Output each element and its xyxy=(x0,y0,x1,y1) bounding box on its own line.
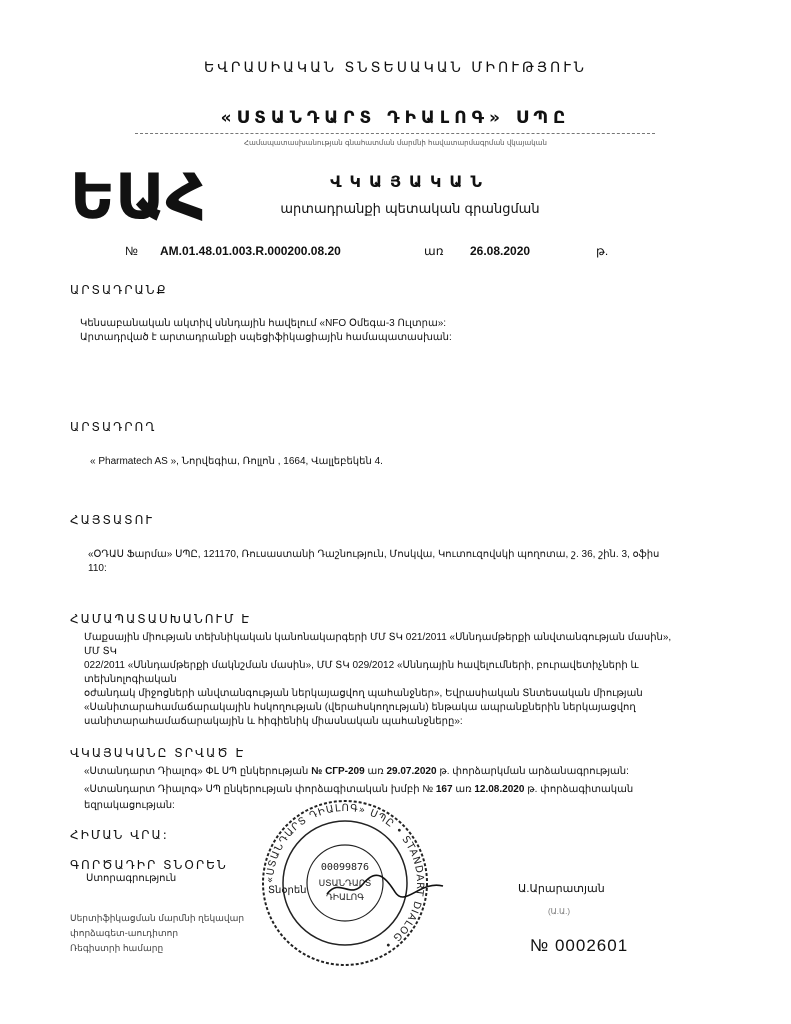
document-subtitle: արտադրանքի պետական գրանցման xyxy=(280,202,540,217)
from-label: առ xyxy=(424,244,444,258)
issued-line-3: եզրակացության: xyxy=(84,800,175,811)
issued-line-2-a: «Ստանդարտ Դիալոգ» ՍՊ ընկերության փորձագիտական խմբի № xyxy=(84,784,434,795)
issued-label: ՎԿԱՅԱԿԱՆԸ ՏՐՎԱԾ Է xyxy=(70,746,246,760)
document-title: ՎԿԱՅԱԿԱՆ xyxy=(330,172,490,191)
issued-line-1-c: թ. փորձարկման արձանագրության: xyxy=(439,766,629,777)
issued-line-1-b: առ xyxy=(367,766,384,777)
conformity-label: ՀԱՄԱՊԱՏԱՍԽԱՆՈՒՄ Է xyxy=(70,612,251,626)
header-divider xyxy=(135,133,655,134)
issued-test-ref: № СГР-209 xyxy=(311,766,365,777)
conformity-line: օժանդակ միջոցների անվտանգության ներկայացվող պահանջներ», Եվրասիական Տնտեսական միության xyxy=(84,688,643,699)
applicant-line-2: 110: xyxy=(88,563,107,574)
year-suffix: թ. xyxy=(596,244,609,258)
certificate-number: AM.01.48.01.003.R.000200.08.20 xyxy=(160,244,341,258)
director-label: ԳՈՐԾԱԴԻՐ ՏՆՕՐԵՆ xyxy=(70,858,228,872)
applicant-line-1: «ՕԴԱՍ Ֆարմա» ՍՊԸ, 121170, Ռուսաստանի Դաշնություն, Մոսկվա, Կուտուզովսկի պողոտա, շ. 36, շին. 3, օֆիս xyxy=(88,549,660,560)
footer-line-2: փորձագետ-աուդիտոր xyxy=(70,928,179,938)
issued-test-date: 29.07.2020 xyxy=(386,766,437,777)
conformity-line: 022/2011 «Սննդամթերքի մակնշման մասին», ՄՄ ՏԿ 029/2012 «Սննդային հավելումների, բուրավետիչների և տեխնոլոգիական xyxy=(84,660,639,685)
seal-number: 00099876 xyxy=(320,862,370,873)
ministry-header: ԵՎՐԱՍԻԱԿԱՆ ՏՆՏԵՍԱԿԱՆ ՄԻՈՒԹՅՈՒՆ xyxy=(203,60,588,76)
organization-name: «ՍՏԱՆԴԱՐՏ ԴԻԱԼՈԳ» ՍՊԸ xyxy=(220,108,571,128)
issued-line-2-b: առ xyxy=(455,784,472,795)
manufacturer-text: « Pharmatech AS », Նորվեգիա, Ռոլլոն , 1664, Վալլեբեկեն 4. xyxy=(90,456,383,467)
applicant-label: ՀԱՅՏԱՏՈՒ xyxy=(70,513,154,527)
product-line-2: Արտադրված է արտադրանքի սպեցիֆիկացիային համապատասխան: xyxy=(80,332,452,343)
signature-icon xyxy=(325,872,445,902)
conformity-line: սանիտարահամաճարակային և հիգիենիկ միասնական պահանջները»: xyxy=(84,716,463,727)
eac-logo-icon xyxy=(70,158,206,233)
product-label: ԱՐՏԱԴՐԱՆՔ xyxy=(70,283,168,297)
logo-text: ԵԱՀ xyxy=(70,160,206,233)
seal-inner-line-1: ՍՏԱՆԴԱՐՏ xyxy=(318,879,372,889)
manufacturer-label: ԱՐՏԱԴՐՈՂ xyxy=(70,420,157,434)
footer-line-1: Սերտիֆիկացման մարմնի ղեկավար xyxy=(70,913,245,923)
seal-inner-line-2: ԴԻԱԼՈԳ xyxy=(325,893,365,903)
footer-line-3: Ռեգիստրի համարը xyxy=(70,943,164,953)
serial-number: № 0002601 xyxy=(530,936,629,955)
seal-outer-text: «ՍՏԱՆԴԱՐՏ ԴԻԱԼՈԳ» ՍՊԸ • STANDART DIALOG • xyxy=(264,802,426,951)
director-initials: (Ա.Ա.) xyxy=(548,907,571,916)
issued-line-1 xyxy=(84,765,629,779)
number-label: № xyxy=(125,244,138,258)
issued-line-1-a: «Ստանդարտ Դիալոգ» ՓԼ ՍՊ ընկերության xyxy=(84,766,309,777)
certificate-date: 26.08.2020 xyxy=(470,244,531,258)
issued-line-2 xyxy=(84,783,633,797)
director-title: Տնօրեն xyxy=(268,885,307,896)
director-name: Ա.Արարատյան xyxy=(518,883,605,895)
conformity-line: «Սանիտարահամաճարակային հսկողության (վերահսկողության) ենթակա ապրանքներին ներկայացվող xyxy=(84,702,636,713)
product-line-1: Կենսաբանական ակտիվ սննդային հավելում «NFO Օմեգա-3 Ուլտրա»: xyxy=(80,318,447,329)
conformity-line: Մաքսային միության տեխնիկական կանոնակարգերի ՄՄ ՏԿ 021/2011 «Սննդամթերքի անվտանգության մասին», ՄՄ ՏԿ xyxy=(84,632,672,657)
director-sublabel: Ստորագրություն xyxy=(86,873,177,884)
issued-expert-number: 167 xyxy=(435,784,453,795)
basis-label: ՀԻՄԱՆ ՎՐԱ: xyxy=(70,828,169,842)
accreditation-line: Համապատասխանության գնահատման մարմնի հավատարմագրման վկայական xyxy=(244,139,547,147)
conformity-text xyxy=(84,631,684,729)
issued-line-2-c: թ. փորձագիտական xyxy=(527,784,634,795)
issued-expert-date: 12.08.2020 xyxy=(474,784,525,795)
